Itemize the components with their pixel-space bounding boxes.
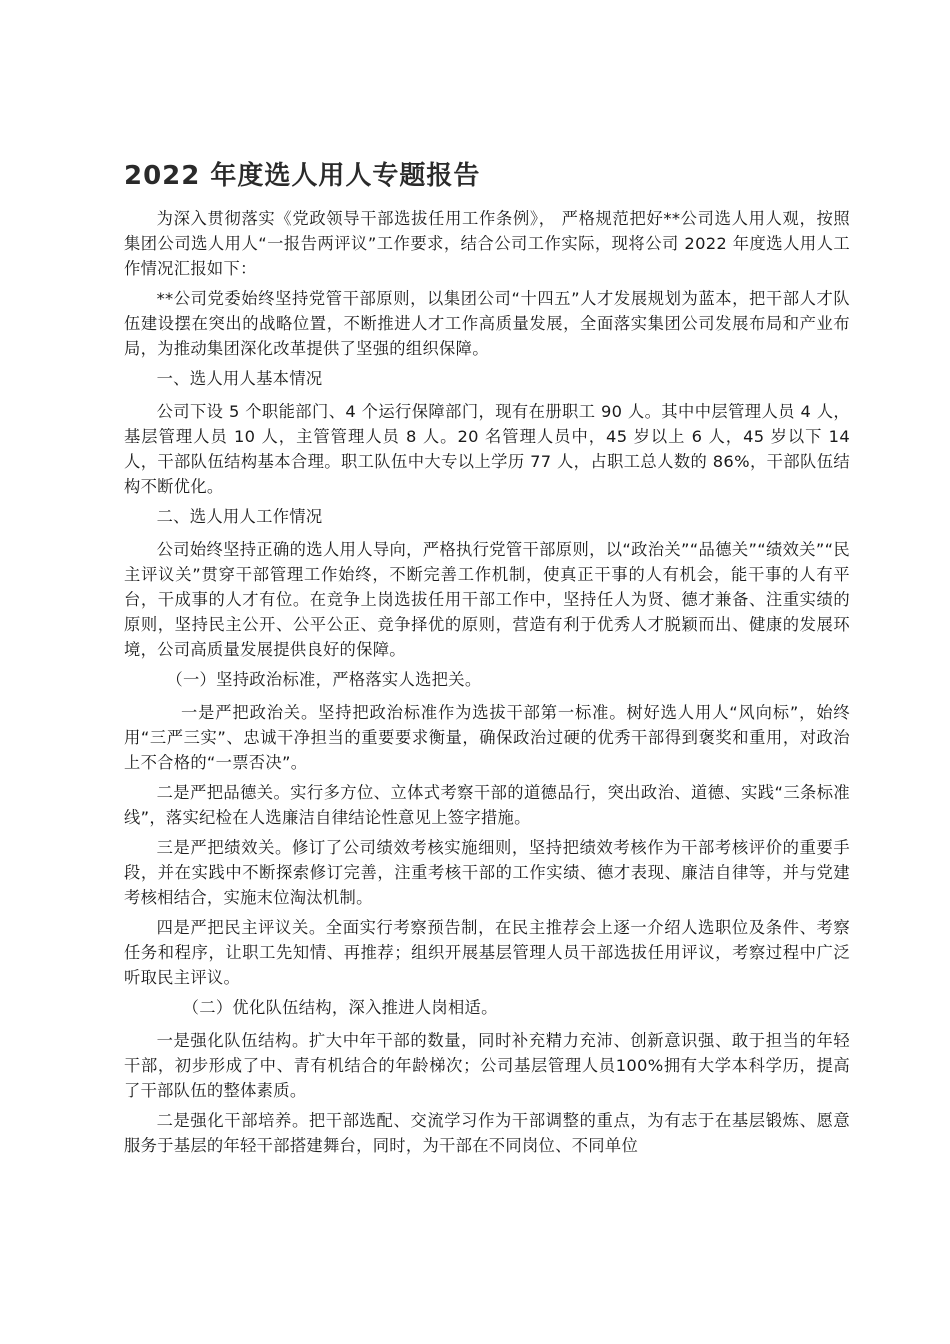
- document-body: [124, 206, 850, 1163]
- section-heading-1: 一、选人用人基本情况: [156, 369, 323, 388]
- democratic-check-paragraph: 四是严把民主评议关。全面实行考察预告制，在民主推荐会上逐一介绍人选职位及条件、考察任务和程序，让职工先知情、再推荐；组织开展基层管理人员干部选拔任用评议，考察过程中广泛听取民主评议。: [124, 918, 850, 987]
- basic-situation-paragraph: 公司下设 5 个职能部门、4 个运行保障部门，现有在册职工 90 人。其中中层管理人员 4 人，基层管理人员 10 人，主管管理人员 8 人。20 名管理人员中，45 岁以上 6 人，45 岁以下 14 人，干部队伍结构基本合理。职工队伍中大专以上学历 77 人，占职工总人数的 86%，干部队伍结构不断优化。: [124, 402, 850, 496]
- political-check-paragraph: 一是严把政治关。坚持把政治标准作为选拔干部第一标准。树好选人用人“风向标”，始终用“三严三实”、忠诚干净担当的重要要求衡量，确保政治过硬的优秀干部得到褒奖和重用，对政治上不合格的“一票否决”。: [124, 703, 850, 772]
- intro-paragraph: 为深入贯彻落实《党政领导干部选拔任用工作条例》， 严格规范把好**公司选人用人观，按照集团公司选人用人“一报告两评议”工作要求，结合公司工作实际，现将公司 2022 年度选人用人工作情况汇报如下：: [124, 209, 850, 278]
- document-title: 2022 年度选人用人专题报告: [124, 161, 481, 191]
- subsection-heading-1: （一）坚持政治标准，严格落实人选把关。: [166, 670, 482, 689]
- work-situation-paragraph: 公司始终坚持正确的选人用人导向，严格执行党管干部原则，以“政治关”“品德关”“绩效关”“民主评议关”贯穿干部管理工作始终，不断完善工作机制，使真正干事的人有机会，能干事的人有平台，干成事的人才有位。在竞争上岗选拔任用干部工作中，坚持任人为贤、德才兼备、注重实绩的原则，坚持民主公开、公平公正、竞争择优的原则，营造有利于优秀人才脱颖而出、健康的发展环境，公司高质量发展提供良好的保障。: [124, 540, 850, 659]
- section-heading-2: 二、选人用人工作情况: [156, 507, 323, 526]
- team-structure-paragraph: 一是强化队伍结构。扩大中年干部的数量，同时补充精力充沛、创新意识强、敢于担当的年轻干部，初步形成了中、青有机结合的年龄梯次；公司基层管理人员100%拥有大学本科学历，提高了干部队伍的整体素质。: [124, 1031, 850, 1100]
- subsection-heading-2: （二）优化队伍结构，深入推进人岗相适。: [182, 998, 498, 1017]
- overview-paragraph: **公司党委始终坚持党管干部原则，以集团公司“十四五”人才发展规划为蓝本，把干部人才队伍建设摆在突出的战略位置，不断推进人才工作高质量发展，全面落实集团公司发展布局和产业布局，为推动集团深化改革提供了坚强的组织保障。: [124, 289, 850, 358]
- performance-check-paragraph: 三是严把绩效关。修订了公司绩效考核实施细则，坚持把绩效考核作为干部考核评价的重要手段，并在实践中不断探索修订完善，注重考核干部的工作实绩、德才表现、廉洁自律等，并与党建考核相结合，实施末位淘汰机制。: [124, 838, 850, 907]
- cadre-training-paragraph: 二是强化干部培养。把干部选配、交流学习作为干部调整的重点，为有志于在基层锻炼、愿意服务于基层的年轻干部搭建舞台，同时，为干部在不同岗位、不同单位: [124, 1111, 850, 1155]
- moral-check-paragraph: 二是严把品德关。实行多方位、立体式考察干部的道德品行，突出政治、道德、实践“三条标准线”，落实纪检在人选廉洁自律结论性意见上签字措施。: [124, 783, 850, 827]
